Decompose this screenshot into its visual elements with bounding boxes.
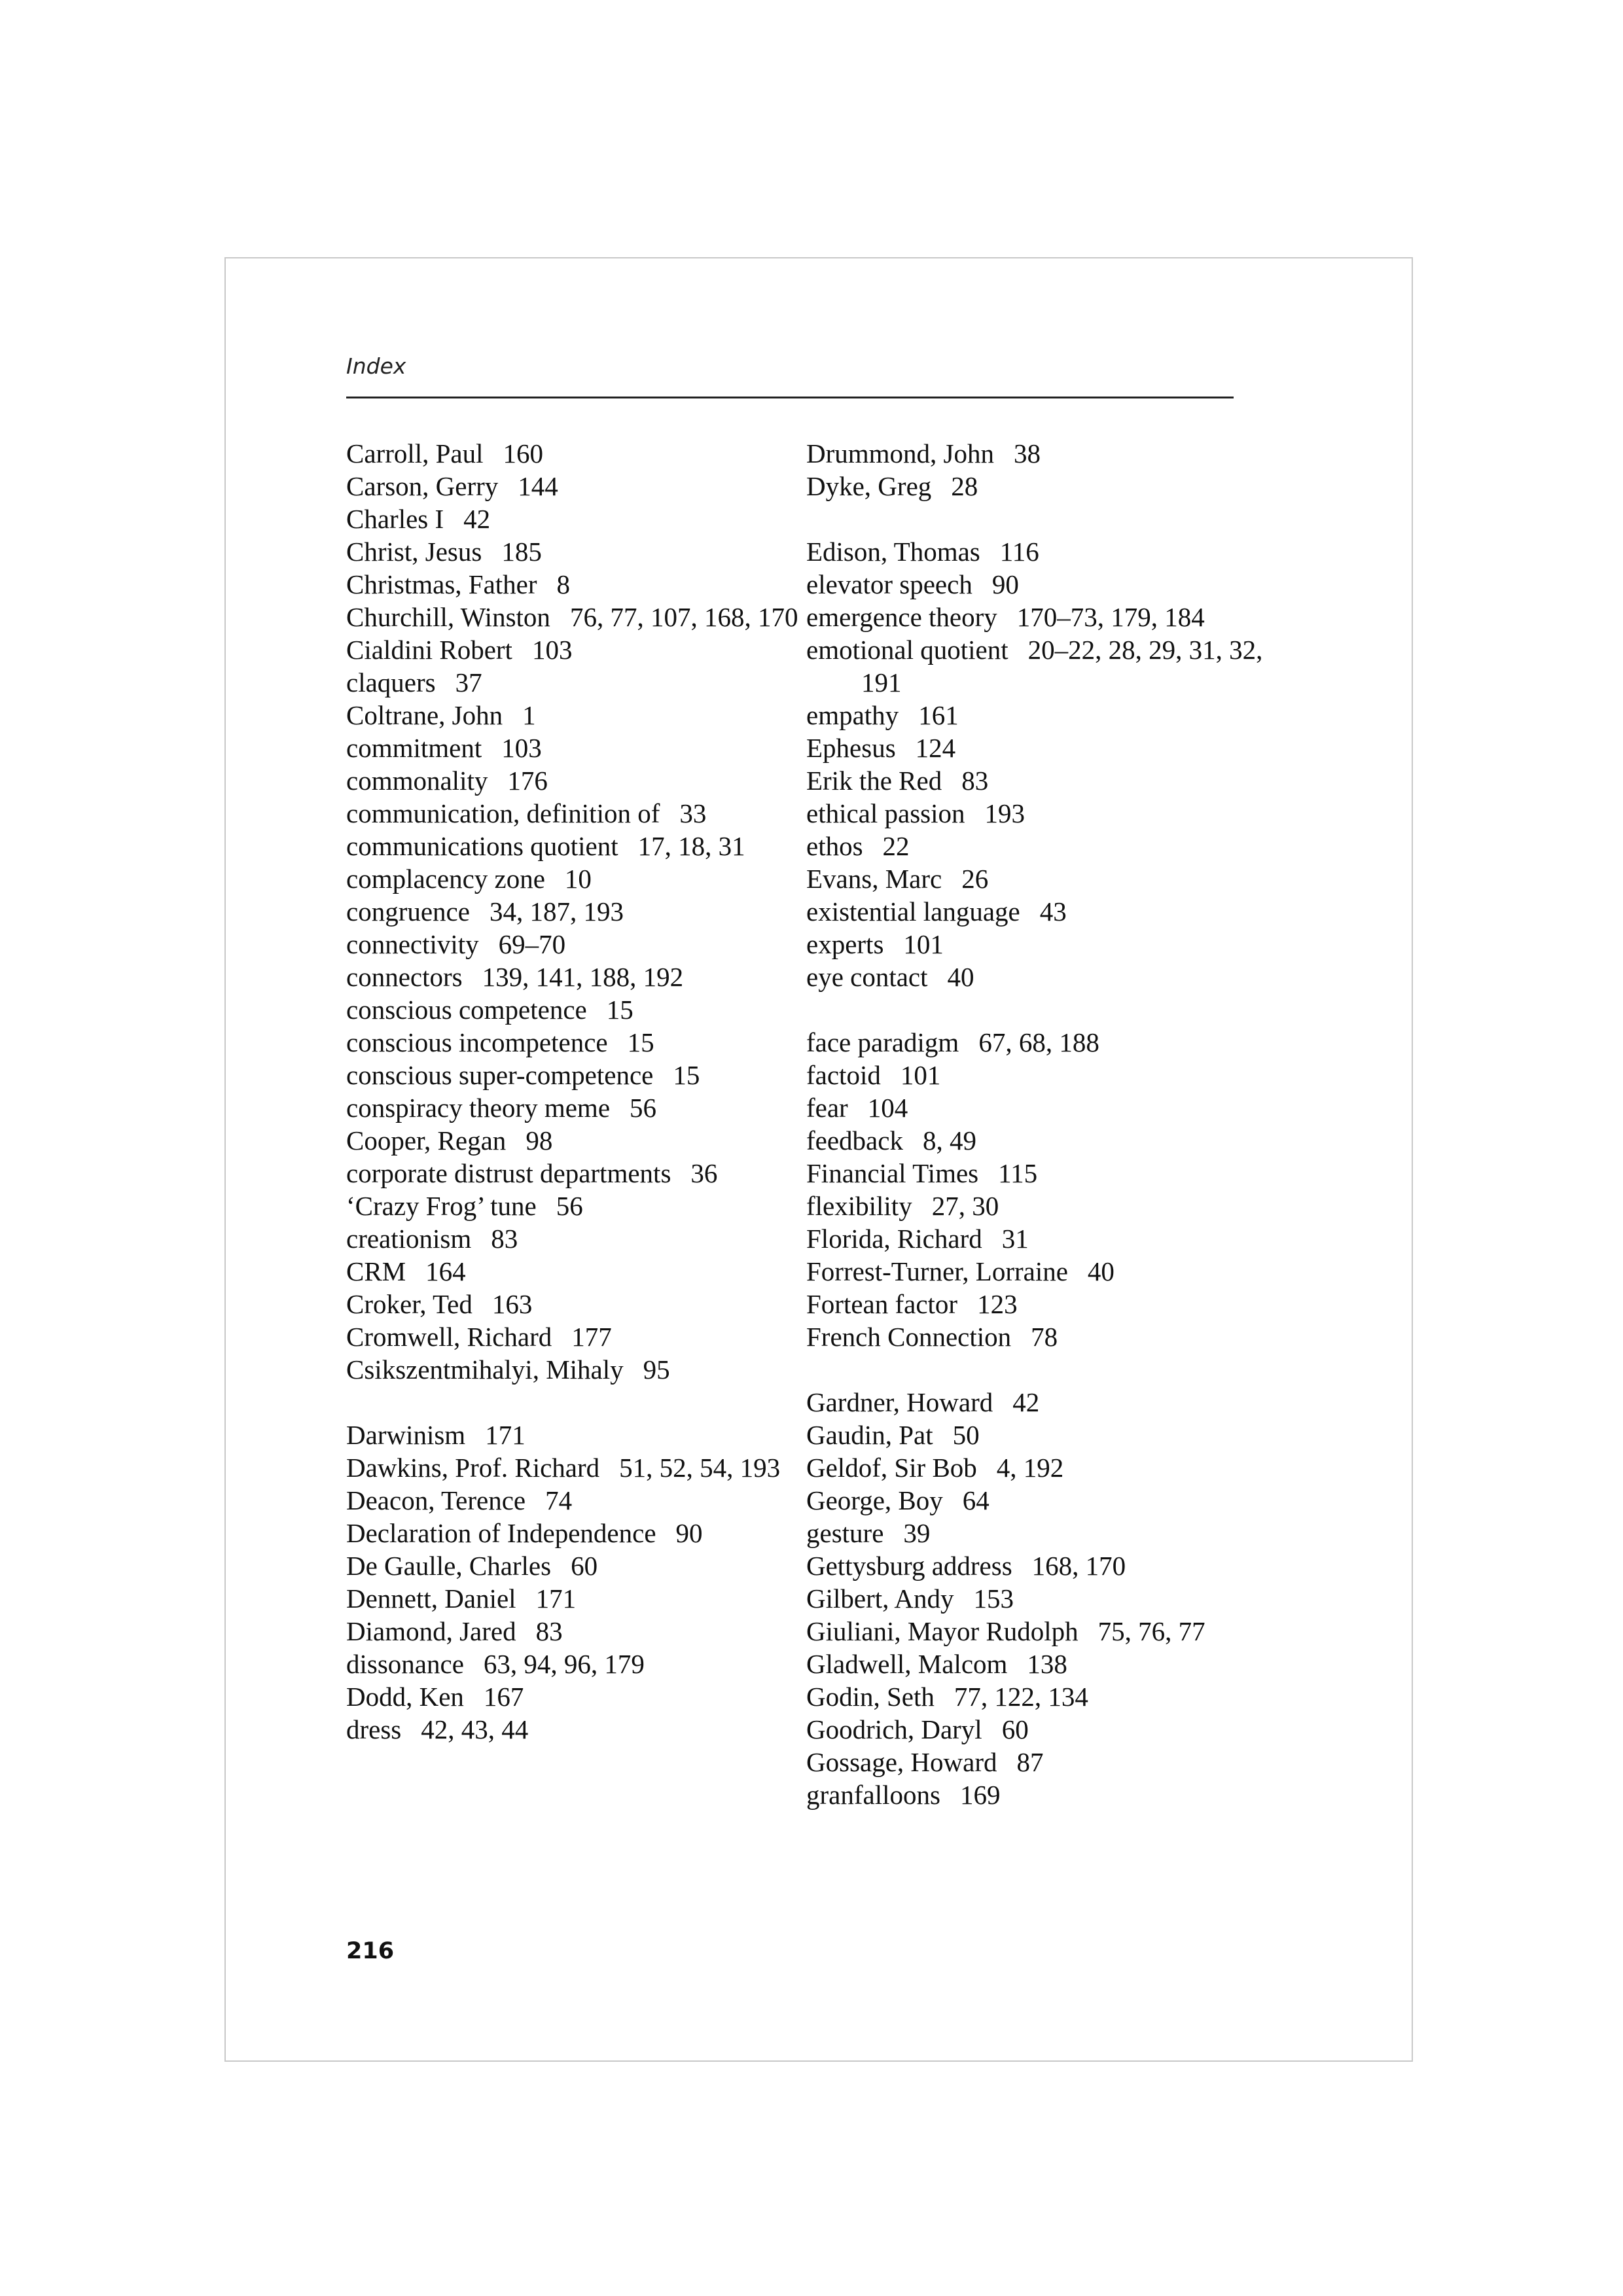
index-page-refs: 95: [643, 1354, 670, 1385]
index-page-refs: 90: [675, 1518, 703, 1548]
index-term: commonality: [346, 766, 488, 796]
index-entry: [346, 797, 804, 830]
index-entry: [806, 1386, 1264, 1419]
index-term: congruence: [346, 896, 470, 927]
index-entry: [346, 1157, 804, 1190]
index-page-refs: 67, 68, 188: [978, 1027, 1099, 1057]
index-term: eye contact: [806, 962, 928, 992]
index-page-refs: 87: [1016, 1747, 1044, 1777]
index-entry: [346, 1713, 804, 1746]
index-term: Geldof, Sir Bob: [806, 1453, 977, 1483]
index-page-refs: 160: [503, 438, 544, 468]
index-page-refs: 42: [463, 504, 491, 534]
index-term: commitment: [346, 733, 482, 763]
index-term: Christ, Jesus: [346, 537, 482, 567]
index-entry: [806, 633, 1264, 699]
index-page-refs: 101: [903, 929, 944, 959]
index-page-refs: 63, 94, 96, 179: [483, 1649, 645, 1679]
index-page-refs: 60: [1001, 1714, 1029, 1744]
index-page-refs: 177: [571, 1322, 612, 1352]
index-entry: [346, 1549, 804, 1582]
index-column-right: [806, 437, 1264, 1811]
index-term: conscious competence: [346, 995, 587, 1025]
index-entry: [806, 601, 1264, 633]
index-page-refs: 98: [526, 1125, 553, 1156]
index-term: Carson, Gerry: [346, 471, 499, 501]
index-entry: [346, 1059, 804, 1091]
index-term: claquers: [346, 667, 436, 698]
index-page-refs: 164: [425, 1256, 466, 1286]
index-entry: [346, 1124, 804, 1157]
index-entry: [806, 1157, 1264, 1190]
index-entry: [806, 862, 1264, 895]
index-term: Financial Times: [806, 1158, 979, 1188]
index-entry: [346, 1190, 804, 1222]
index-page-refs: 138: [1027, 1649, 1067, 1679]
index-page-refs: 168, 170: [1031, 1551, 1126, 1581]
index-page-refs: 193: [984, 798, 1026, 828]
index-term: Darwinism: [346, 1420, 466, 1450]
index-entry: [806, 1190, 1264, 1222]
index-entry: [806, 1549, 1264, 1582]
index-page-refs: 69–70: [498, 929, 566, 959]
index-page-refs: 167: [483, 1682, 524, 1712]
index-entry: [346, 1680, 804, 1713]
index-term: communication, definition of: [346, 798, 660, 828]
index-entry: [346, 1255, 804, 1288]
index-term: Dyke, Greg: [806, 471, 932, 501]
index-page-refs: 83: [491, 1224, 518, 1254]
index-page-refs: 10: [564, 864, 592, 894]
index-term: factoid: [806, 1060, 881, 1090]
index-entry: [806, 1419, 1264, 1451]
index-entry: [806, 699, 1264, 732]
index-term: granfalloons: [806, 1780, 940, 1810]
index-entry: [806, 1746, 1264, 1778]
index-entry: [806, 1484, 1264, 1517]
index-term: communications quotient: [346, 831, 618, 861]
index-entry: [346, 568, 804, 601]
index-term: Drummond, John: [806, 438, 994, 468]
index-entry: [346, 993, 804, 1026]
index-entry: [346, 1419, 804, 1451]
index-term: Erik the Red: [806, 766, 942, 796]
index-term: Cooper, Regan: [346, 1125, 507, 1156]
index-term: Dodd, Ken: [346, 1682, 464, 1712]
index-term: dress: [346, 1714, 402, 1744]
index-page-refs: 39: [903, 1518, 931, 1548]
index-term: Edison, Thomas: [806, 537, 980, 567]
index-term: Fortean factor: [806, 1289, 958, 1319]
index-page-refs: 56: [630, 1093, 657, 1123]
index-entry: [346, 732, 804, 764]
index-page-refs: 103: [531, 635, 573, 665]
index-term: ethos: [806, 831, 863, 861]
index-term: CRM: [346, 1256, 406, 1286]
index-entry: [806, 1222, 1264, 1255]
index-term: face paradigm: [806, 1027, 959, 1057]
index-entry: [806, 830, 1264, 862]
running-head: Index: [346, 353, 406, 379]
index-page-refs: 171: [535, 1583, 577, 1614]
index-term: Diamond, Jared: [346, 1616, 516, 1646]
index-term: connectors: [346, 962, 463, 992]
index-term: flexibility: [806, 1191, 912, 1221]
index-entry: [806, 928, 1264, 961]
index-entry: [346, 437, 804, 470]
index-entry: [806, 1648, 1264, 1680]
index-page-refs: 36: [690, 1158, 718, 1188]
index-page-refs: 185: [501, 537, 542, 567]
index-term: Gossage, Howard: [806, 1747, 997, 1777]
index-term: elevator speech: [806, 569, 972, 599]
index-entry: [346, 699, 804, 732]
index-page-refs: 153: [973, 1583, 1014, 1614]
index-entry: [346, 1648, 804, 1680]
index-term: emotional quotient: [806, 635, 1008, 665]
index-page-refs: 15: [673, 1060, 700, 1090]
index-entry: [806, 1517, 1264, 1549]
index-entry: [806, 568, 1264, 601]
index-page-refs: 103: [501, 733, 542, 763]
index-term: complacency zone: [346, 864, 545, 894]
index-entry: [806, 1451, 1264, 1484]
index-term: existential language: [806, 896, 1020, 927]
index-entry: [346, 1451, 804, 1484]
index-page-refs: 74: [545, 1485, 573, 1515]
index-term: Churchill, Winston: [346, 602, 550, 632]
index-page-refs: 78: [1031, 1322, 1058, 1352]
index-page-refs: 139, 141, 188, 192: [482, 962, 684, 992]
index-term: creationism: [346, 1224, 472, 1254]
index-entry: [806, 1615, 1264, 1648]
index-entry: [346, 928, 804, 961]
index-page-refs: 170–73, 179, 184: [1016, 602, 1205, 632]
index-page-refs: 20–22, 28, 29, 31, 32, 191: [861, 635, 1263, 698]
index-page-refs: 50: [952, 1420, 980, 1450]
index-entry: [806, 764, 1264, 797]
index-entry: [346, 961, 804, 993]
index-entry: [806, 1713, 1264, 1746]
index-term: Gladwell, Malcom: [806, 1649, 1008, 1679]
index-entry: [346, 1288, 804, 1320]
index-term: corporate distrust departments: [346, 1158, 671, 1188]
index-term: Florida, Richard: [806, 1224, 982, 1254]
index-term: emergence theory: [806, 602, 997, 632]
index-term: George, Boy: [806, 1485, 943, 1515]
index-entry: [346, 830, 804, 862]
index-term: ‘Crazy Frog’ tune: [346, 1191, 537, 1221]
index-term: conscious super-competence: [346, 1060, 654, 1090]
index-page-refs: 115: [998, 1158, 1038, 1188]
index-term: Gardner, Howard: [806, 1387, 993, 1417]
index-entry: [806, 1124, 1264, 1157]
index-entry: [346, 470, 804, 503]
index-entry: [346, 535, 804, 568]
index-page-refs: 8: [556, 569, 571, 599]
index-entry: [346, 1353, 804, 1386]
index-page-refs: 101: [900, 1060, 941, 1090]
index-term: Godin, Seth: [806, 1682, 935, 1712]
index-page-refs: 76, 77, 107, 168, 170: [569, 602, 798, 632]
index-entry: [806, 535, 1264, 568]
index-page-refs: 28: [951, 471, 978, 501]
letter-group-gap: [806, 1353, 1264, 1386]
letter-group-gap: [806, 503, 1264, 535]
index-entry: [346, 601, 804, 633]
index-page-refs: 176: [507, 766, 548, 796]
index-entry: [346, 1484, 804, 1517]
index-entry: [346, 1026, 804, 1059]
index-entry: [346, 1222, 804, 1255]
index-term: conspiracy theory meme: [346, 1093, 611, 1123]
index-entry: [346, 666, 804, 699]
index-entry: [806, 1778, 1264, 1811]
index-page-refs: 75, 76, 77: [1097, 1616, 1205, 1646]
index-page-refs: 123: [977, 1289, 1018, 1319]
index-page-refs: 163: [491, 1289, 533, 1319]
index-term: feedback: [806, 1125, 903, 1156]
index-entry: [346, 1517, 804, 1549]
index-page-refs: 124: [915, 733, 956, 763]
index-term: Gettysburg address: [806, 1551, 1012, 1581]
index-term: experts: [806, 929, 884, 959]
index-term: empathy: [806, 700, 899, 730]
index-page-refs: 17, 18, 31: [637, 831, 745, 861]
index-term: connectivity: [346, 929, 479, 959]
header-rule: [346, 397, 1234, 398]
index-entry: [806, 895, 1264, 928]
index-entry: [806, 961, 1264, 993]
index-page-refs: 31: [1001, 1224, 1029, 1254]
index-entry: [806, 1288, 1264, 1320]
index-page-refs: 40: [1087, 1256, 1115, 1286]
index-page-refs: 171: [485, 1420, 526, 1450]
index-entry: [806, 1582, 1264, 1615]
index-entry: [346, 895, 804, 928]
index-page-refs: 42: [1012, 1387, 1040, 1417]
index-entry: [346, 764, 804, 797]
index-term: Gaudin, Pat: [806, 1420, 933, 1450]
index-page-refs: 40: [947, 962, 974, 992]
index-term: Csikszentmihalyi, Mihaly: [346, 1354, 624, 1385]
index-page-refs: 34, 187, 193: [489, 896, 624, 927]
index-term: Croker, Ted: [346, 1289, 473, 1319]
index-term: Evans, Marc: [806, 864, 942, 894]
index-term: Carroll, Paul: [346, 438, 484, 468]
index-page-refs: 15: [606, 995, 633, 1025]
index-entry: [806, 732, 1264, 764]
index-page-refs: 51, 52, 54, 193: [619, 1453, 781, 1483]
index-page-refs: 38: [1014, 438, 1041, 468]
index-term: conscious incompetence: [346, 1027, 608, 1057]
index-entry: [346, 633, 804, 666]
index-page-refs: 90: [991, 569, 1019, 599]
index-entry: [346, 1615, 804, 1648]
index-page-refs: 27, 30: [931, 1191, 999, 1221]
index-page-refs: 169: [959, 1780, 1001, 1810]
index-entry: [346, 1582, 804, 1615]
index-page-refs: 83: [961, 766, 989, 796]
index-page-refs: 1: [522, 700, 536, 730]
index-term: Deacon, Terence: [346, 1485, 526, 1515]
letter-group-gap: [806, 993, 1264, 1026]
index-page-refs: 64: [962, 1485, 990, 1515]
index-term: De Gaulle, Charles: [346, 1551, 552, 1581]
index-column-left: [346, 437, 804, 1746]
index-term: Charles I: [346, 504, 444, 534]
index-page-refs: 161: [918, 700, 959, 730]
index-page-refs: 37: [455, 667, 482, 698]
index-entry: [806, 1680, 1264, 1713]
index-page-refs: 4, 192: [996, 1453, 1064, 1483]
index-entry: [806, 797, 1264, 830]
index-page-refs: 116: [999, 537, 1039, 567]
index-term: Declaration of Independence: [346, 1518, 656, 1548]
index-page-refs: 60: [571, 1551, 598, 1581]
index-term: Forrest-Turner, Lorraine: [806, 1256, 1068, 1286]
index-page-refs: 77, 122, 134: [954, 1682, 1088, 1712]
index-term: Ephesus: [806, 733, 896, 763]
letter-group-gap: [346, 1386, 804, 1419]
index-entry: [806, 1320, 1264, 1353]
index-page-refs: 43: [1039, 896, 1067, 927]
index-term: Gilbert, Andy: [806, 1583, 954, 1614]
index-term: Goodrich, Daryl: [806, 1714, 982, 1744]
index-page-refs: 26: [961, 864, 989, 894]
index-page-refs: 15: [627, 1027, 654, 1057]
index-page-refs: 144: [518, 471, 558, 501]
index-entry: [806, 1026, 1264, 1059]
index-page-refs: 83: [535, 1616, 563, 1646]
index-entry: [346, 1320, 804, 1353]
index-term: Coltrane, John: [346, 700, 503, 730]
index-term: Dawkins, Prof. Richard: [346, 1453, 600, 1483]
index-entry: [346, 862, 804, 895]
page-number: 216: [346, 1938, 395, 1964]
index-term: gesture: [806, 1518, 884, 1548]
index-entry: [346, 503, 804, 535]
index-term: French Connection: [806, 1322, 1012, 1352]
index-page-refs: 56: [556, 1191, 583, 1221]
index-page-refs: 42, 43, 44: [421, 1714, 529, 1744]
index-term: Christmas, Father: [346, 569, 537, 599]
index-entry: [346, 1091, 804, 1124]
index-term: fear: [806, 1093, 848, 1123]
index-term: Cromwell, Richard: [346, 1322, 552, 1352]
index-page-refs: 22: [882, 831, 910, 861]
index-term: dissonance: [346, 1649, 464, 1679]
index-page-refs: 8, 49: [922, 1125, 976, 1156]
index-page-refs: 104: [867, 1093, 908, 1123]
index-entry: [806, 437, 1264, 470]
index-term: Cialdini Robert: [346, 635, 512, 665]
index-term: Giuliani, Mayor Rudolph: [806, 1616, 1079, 1646]
index-page-refs: 33: [679, 798, 707, 828]
index-entry: [806, 1059, 1264, 1091]
index-term: Dennett, Daniel: [346, 1583, 516, 1614]
index-entry: [806, 1091, 1264, 1124]
index-term: ethical passion: [806, 798, 965, 828]
index-entry: [806, 1255, 1264, 1288]
index-entry: [806, 470, 1264, 503]
